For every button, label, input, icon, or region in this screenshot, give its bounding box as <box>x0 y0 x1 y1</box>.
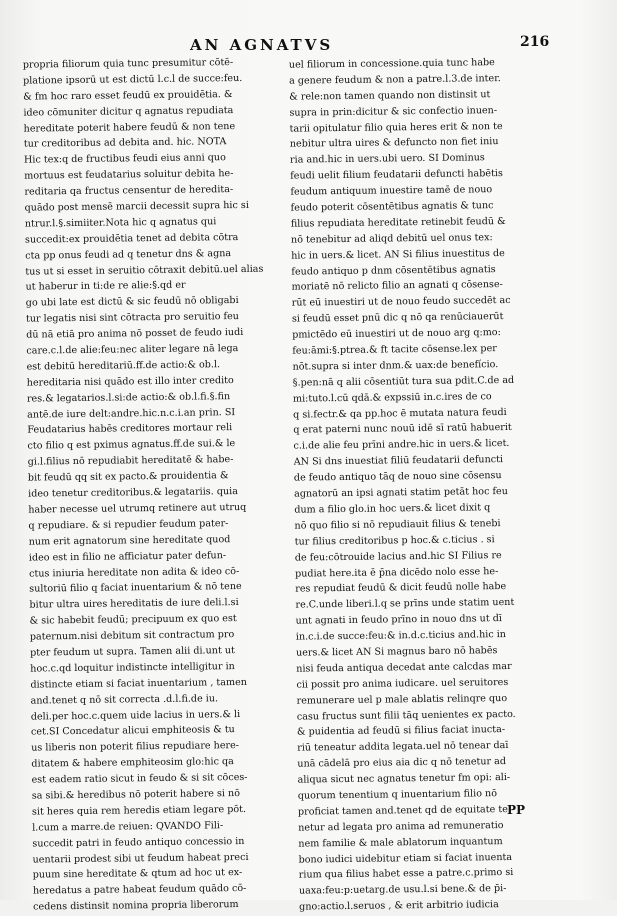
text-line: tur creditoribus ad debita and. hic. NOTA <box>23 136 227 151</box>
text-line: Feudatarius habēs creditores mortaur reli <box>27 422 233 437</box>
text-line: us liberis non poterit filius repudiare here- <box>31 740 240 754</box>
text-line: puum sine hereditate & qtum ad hoc ut ex- <box>32 867 243 881</box>
text-line: uers.& licet AN Si magnus baro nō habēs <box>295 645 498 659</box>
text-line: tur filius creditoribus p hoc.& c.ticius . si <box>294 533 495 548</box>
folio-number: 216 <box>520 34 550 50</box>
text-line: c.i.de alie feu prīni andre.hic in uers.& licet. <box>293 438 510 452</box>
text-line: deli.per hoc.c.quem uide lacius in uers.& li <box>30 708 241 723</box>
text-line: §.pen:nā q alii cōsentiūt tura sua pdit.C.de ad <box>292 374 515 389</box>
text-line: & puidentia ad feudū si filius faciat inucta- <box>296 724 506 738</box>
text-line: riū teneatur addita legata.uel nō tenear daī <box>297 740 509 754</box>
text-line: ditatem & habere emphiteosim glo:hic qa <box>31 756 234 770</box>
text-line: res repudiat feudū & dicit feudū nolle habe <box>295 581 507 595</box>
text-line: cto filio q est pximus agnatus.ff.de sui.& le <box>27 438 236 452</box>
text-line: uel filiorum in concessione.quia tunc habe <box>288 57 495 71</box>
text-line: succedit patri in feudo antiquo concessio in <box>32 835 245 850</box>
text-line: nem familie & male ablatorum inquantum <box>298 835 503 850</box>
text-line: est debitū hereditariū.ff.de actio:& ob.l. <box>26 359 221 373</box>
text-line: bono iudici uidebitur etiam si faciat inuenta <box>298 851 513 866</box>
text-line: gno:actio.l.seruos , & erit arbitrio iudicia <box>299 899 499 913</box>
text-line: re.C.unde liberi.l.q se prīns unde statim uent <box>295 597 515 611</box>
text-line: succedit:ex prouidētia tenet ad debita cōtra <box>24 231 239 246</box>
text-line: ntrur.l.§.simiiter.Nota hic q agnatus qui <box>24 216 217 230</box>
text-line: filius repudiata hereditate retinebit feudū & <box>290 215 506 230</box>
text-line: feudi uelit filium feudatarii defuncti habētis <box>290 168 503 182</box>
text-line: heredatus a patre habeat feudum quādo cō- <box>32 883 247 897</box>
text-line: ctus iniuria hereditate non adita & ideo cō- <box>29 565 240 580</box>
text-line: dum a filio glo.in hoc uers.& licet dixit q <box>294 502 491 516</box>
text-line: nō quo filio si nō repudiauit filius & tenebi <box>294 517 501 532</box>
text-line: sultoriū filio q faciat inuentarium & nō tene <box>29 581 242 595</box>
text-line: tur legatis nisi sint cōtracta pro seruitio feu <box>25 311 240 325</box>
text-line: ideo est in filio ne afficiatur pater defun- <box>28 549 227 564</box>
text-line: tus ut si esset in seruitio cōtraxit debitū.uel alias <box>25 263 264 278</box>
text-line: q si.fectr.& qa pp.hoc ē mutata natura feudi <box>293 406 507 421</box>
text-line: mi:tuto.l.cū qdā.& expssiū in.c.ires de co <box>292 390 492 405</box>
text-line: go ubi late est dictū & sic feudū nō obligabi <box>25 295 239 309</box>
text-line: platione ipsorū ut est dictū l.c.l de succe:feu. <box>22 72 243 87</box>
text-line: moriatē nō relicto filio an agnati q cōsense- <box>291 279 503 294</box>
text-line: & sic habebit feudū; precipuum ex quo est <box>29 613 237 627</box>
text-line: si feudū esset pnū dic q nō qa renūciauerūt <box>291 311 504 325</box>
text-line: reditaria qa fructus censentur de heredita- <box>24 184 234 198</box>
text-line: & rele:non tamen quando non distinsit ut <box>289 88 491 103</box>
running-head: AN AGNATVS <box>190 36 334 54</box>
text-line: proficiat tamen and.tenet qd de equitate te <box>297 803 508 818</box>
text-line: cet.SI Concedatur alicui emphiteosis & tu <box>30 724 235 738</box>
text-line: propria filiorum quia tunc presumitur cōtē- <box>22 57 234 71</box>
text-line: de feudo antiquo tāq de nouo sine cōsensu <box>293 470 502 484</box>
right-text-column <box>289 54 561 915</box>
text-line: a genere feudum & non a patre.l.3.de inter. <box>288 72 501 87</box>
text-line: pmictēdo eū inuestiri ut de nouo arg q:mo: <box>292 327 501 341</box>
text-line: ria and.hic in uers.ubi uero. SI Dominus <box>289 152 485 166</box>
text-line: l.cum a marre.de reiuen: QVANDO Fili- <box>32 819 224 834</box>
text-line: sa sibi.& heredibus nō poterit habere si nō <box>31 787 241 802</box>
text-line: ideo tenetur creditoribus.& legatariis. quia <box>28 486 238 500</box>
text-line: cta pp onus feudi ad q tenetur dns & agna <box>25 247 232 262</box>
text-line: care.c.l.de alie:feu:nec aliter legare nā lega <box>26 343 239 357</box>
text-line: supra in prin:dicitur & sic confectio inuen- <box>289 104 498 119</box>
text-line: and.tenet q nō sit correcta .d.l.fi.de iu. <box>30 692 219 707</box>
text-line: distincte etiam si faciat inuentarium , tamen <box>30 676 247 691</box>
text-line: hoc.c.qd loquitur indistincte intelligitur in <box>30 660 235 675</box>
text-line: est eadem ratio sicut in feudo & si sit cōces- <box>31 772 248 786</box>
text-line: nisi feuda antiqua decedat ante calcdas mar <box>296 660 512 675</box>
text-line: q repudiare. & si repudier feudum pater- <box>28 517 229 532</box>
text-line: hereditate poterit habere feudū & non tene <box>23 120 236 135</box>
text-line: quorum tenentium q inuentarium filio nō <box>297 788 498 802</box>
text-line: res.& legatarios.l.si:de actio:& ob.l.fi.§.fin <box>26 390 231 405</box>
text-line: rium qua filius habet esse a patre.c.primo si <box>298 867 514 881</box>
text-line: hic in uers.& licet. AN Si filius inuestitus de <box>291 247 505 262</box>
text-line: sit heres quia rem heredis etiam legare pōt. <box>31 803 247 818</box>
text-line: pudiat here.ita ē p̄na dicēdo nolo esse he- <box>295 565 499 580</box>
text-line: nō tenebitur ad aliqd debitū uel onus tex: <box>290 231 493 246</box>
text-line: cii possit pro anima iudicare. uel seruitores <box>296 676 509 691</box>
text-line: nōt.supra si inter dnm.& uax:de benefício. <box>292 359 499 373</box>
text-line: unā cādelā pro eius aia dic q nō tenetur ad <box>297 756 507 770</box>
text-line: bitur ultra uires hereditatis de iure deli.l.si <box>29 597 239 611</box>
text-line: agnatorū an ipsi agnati statim petāt hoc feu <box>294 486 508 500</box>
text-line: feudum antiquum inuestire tamē de nouo <box>290 184 493 198</box>
text-line: feu:āmi:§.ptrea.& ft tacite cōsense.lex per <box>292 343 497 357</box>
text-line: pter feudum ut supra. Tamen alii di.unt ut <box>29 645 235 659</box>
text-line: AN Si dns inuestiat filiū feudatarii defuncti <box>293 454 504 468</box>
text-line: & fm hoc raro esset feudū ex prouidētia. & <box>23 88 233 103</box>
catchword: PP <box>507 803 526 817</box>
text-line: unt agnati in feudo prīno in nouo dns ut dī <box>295 613 503 627</box>
text-line: hereditaria nisi quādo est illo inter credito <box>26 374 234 389</box>
text-line: feudo antiquo p dnm cōsentētibus agnatis <box>291 263 496 278</box>
text-line: haber necesse uel utrumq retinere aut utruq <box>28 501 247 516</box>
text-line: ideo cōmuniter dicitur q agnatus repudiata <box>23 104 234 119</box>
text-line: tarii opitulatur filio quia heres erit & non te <box>289 120 503 135</box>
text-line: bit feudū qq sit ex pacto.& prouidentia & <box>27 470 229 484</box>
text-line: feudo poterit cōsentētibus agnatis & tunc <box>290 200 494 214</box>
text-line: de feu:cōtrouide lacius and.hic SI Filius re <box>294 549 502 564</box>
text-line: remunerare uel p male ablatis relinqre quo <box>296 692 508 707</box>
text-line: mortuus est feudatarius soluitur debita he- <box>24 168 234 182</box>
text-line: in.c.i.de succe:feu:& in.d.c.ticius and.hic in <box>295 629 507 643</box>
text-line: num erit agnatorum sine hereditate quod <box>28 533 231 548</box>
text-line: uaxa:feu:p:uetarg.de usu.l.si bene.& de p̄i- <box>298 883 507 897</box>
text-line: paternum.nisi debitum sit contractum pro <box>29 629 235 643</box>
text-line: uentarii prodest sibi ut feudum habeat preci <box>32 851 249 866</box>
text-line: ut haberur in ti:de re alie:§.qd er <box>25 280 186 294</box>
text-line: antē.de iure delt:andre.hic.n.c.i.an prin. SI <box>27 406 236 421</box>
text-line: aliqua sicut nec agnatus tenetur fm opi: ali- <box>297 772 511 786</box>
text-line: cedens distinsit nomina propria liberorum <box>33 899 239 913</box>
text-line: netur ad legata pro anima ad remuneratio <box>298 819 504 834</box>
left-text-column <box>23 54 293 915</box>
text-line: Hic tex:q de fructibus feudi eius anni quo <box>23 152 226 166</box>
text-line: q erat paterni nunc nouū idē sī ratū habuerit <box>293 422 512 437</box>
text-line: gi.l.filius nō repudiabit hereditatē & habe- <box>27 454 234 468</box>
text-line: dū nā etiā pro anima nō posset de feudo iudi <box>26 327 244 341</box>
text-line: quādo post mensē marcii decessit supra hic si <box>24 199 249 214</box>
text-line: casu fructus sunt filii tāq uenientes ex pacto. <box>296 708 516 723</box>
text-line: rūt eū inuestiri ut de nouo feudo succedēt ac <box>291 295 511 309</box>
text-line: nebitur ultra uires & defuncto non fiet iniu <box>289 136 499 151</box>
